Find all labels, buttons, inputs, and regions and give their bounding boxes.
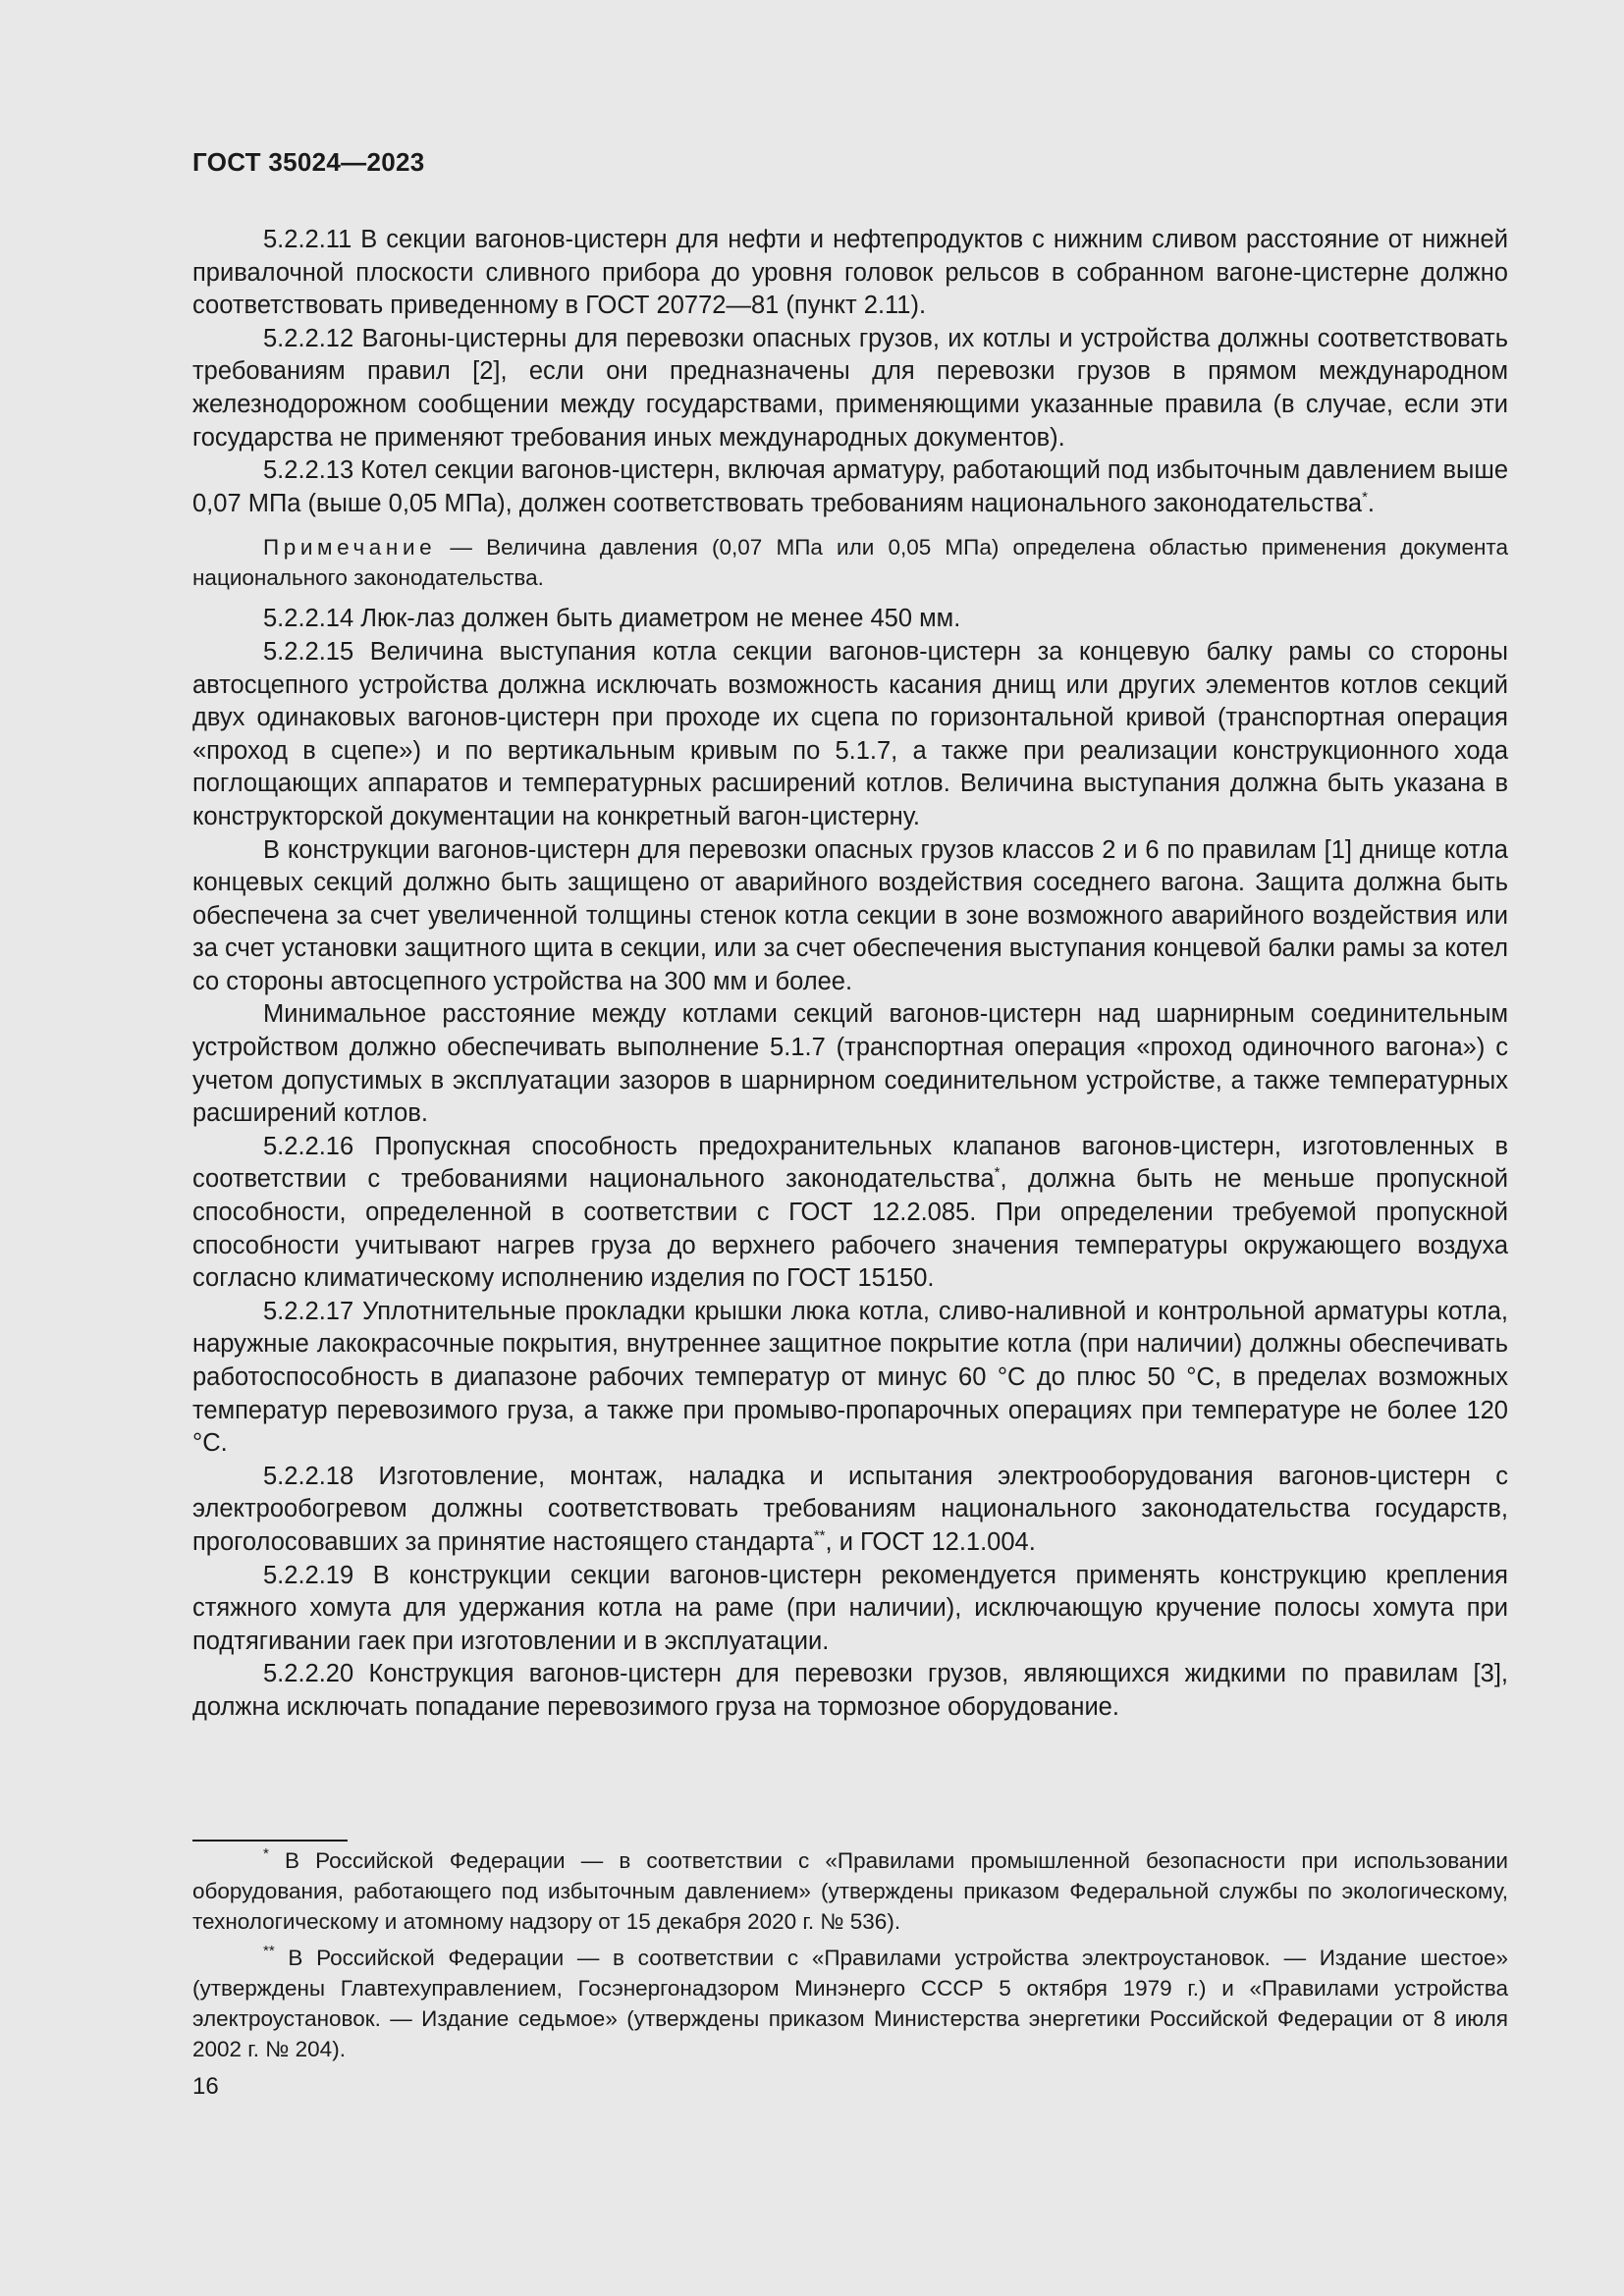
- paragraph-5-2-2-12: 5.2.2.12 Вагоны-цистерны для перевозки опасных грузов, их котлы и устройства должны соответствовать требованиям правил [2], если они предназначены для перевозки грузов в прямом международном железнодорожном сообщении между государствами, применяющими указанные правила (в случае, если эти государства не применяют требования иных международных документов).: [192, 324, 1508, 452]
- paragraph-5-2-2-13: [192, 454, 1508, 520]
- footnotes: [192, 1845, 1508, 2070]
- document-header: ГОСТ 35024—2023: [192, 147, 425, 177]
- paragraph-5-2-2-16: [192, 1131, 1508, 1296]
- paragraph-5-2-2-15: 5.2.2.15 Величина выступания котла секции вагонов-цистерн за концевую балку рамы со стороны автосцепного устройства должна исключать возможность касания днищ или других элементов котлов секций двух одинаковых вагонов-цистерн при проходе их сцепа по горизонтальной кривой (транспортная операция «проход в сцепе») и по вертикальным кривым по 5.1.7, а также при реализации конструкционного хода поглощающих аппаратов и температурных расширений котлов. Величина выступания должна быть указана в конструкторской документации на конкретный вагон-цистерну.: [192, 637, 1508, 830]
- note-text: — Величина давления (0,07 МПа или 0,05 МПа) определена областью применения документа национального законодательства.: [192, 535, 1508, 591]
- note: [192, 532, 1508, 593]
- paragraph-protection: В конструкции вагонов-цистерн для перевозки опасных грузов классов 2 и 6 по правилам [1] днище котла концевых секций должно быть защищено от аварийного воздействия соседнего вагона. Защита должна быть обеспечена за счет увеличенной толщины стенок котла секции в зоне возможного аварийного воздействия или за счет установки защитного щита в секции, или за счет обеспечения выступания концевой балки рамы за котел со стороны автосцепного устройства на 300 мм и более.: [192, 835, 1508, 995]
- paragraph-5-2-2-13-text: 5.2.2.13 Котел секции вагонов-цистерн, включая арматуру, работающий под избыточным давлением выше 0,07 МПа (выше 0,05 МПа), должен соответствовать требованиям национального законодательства: [192, 456, 1508, 517]
- page-number: 16: [192, 2073, 219, 2100]
- footnote-divider: [192, 1840, 348, 1842]
- note-label: Примечание: [263, 535, 437, 561]
- main-text: [192, 224, 1508, 1725]
- paragraph-5-2-2-18-text-b: , и ГОСТ 12.1.004.: [825, 1527, 1036, 1556]
- footnote-ref-1[interactable]: *: [1362, 488, 1368, 506]
- paragraph-5-2-2-20: 5.2.2.20 Конструкция вагонов-цистерн для перевозки грузов, являющихся жидкими по правилам [3], должна исключать попадание перевозимого груза на тормозное оборудование.: [192, 1660, 1508, 1721]
- paragraph-5-2-2-14: 5.2.2.14 Люк-лаз должен быть диаметром не менее 450 мм.: [263, 605, 961, 633]
- footnote-2-text: В Российской Федерации — в соответствии с «Правилами устройства электроустановок. — Издание шестое» (утверждены Главтехуправлением, Госэнергонадзором Минэнерго СССР 5 октября 1979 г.) и «Правилами устройства электроустановок. — Издание седьмое» (утверждены приказом Министерства энергетики Российской Федерации от 8 июля 2002 г. № 204).: [192, 1946, 1508, 2061]
- footnote-ref-1b[interactable]: *: [994, 1164, 1001, 1182]
- paragraph-5-2-2-17: 5.2.2.17 Уплотнительные прокладки крышки люка котла, сливо-наливной и контрольной арматуры котла, наружные лакокрасочные покрытия, внутреннее защитное покрытие котла (при наличии) должны обеспечивать работоспособность в диапазоне рабочих температур от минус 60 °C до плюс 50 °C, в пределах возможных температур перевозимого груза, а также при промыво-пропарочных операциях при температуре не более 120 °C.: [192, 1297, 1508, 1458]
- paragraph-5-2-2-19: 5.2.2.19 В конструкции секции вагонов-цистерн рекомендуется применять конструкцию крепления стяжного хомута для удержания котла на раме (при наличии), исключающую кручение полосы хомута при подтягивании гаек при изготовлении и в эксплуатации.: [192, 1561, 1508, 1655]
- footnote-2-mark: **: [263, 1943, 275, 1959]
- footnote-ref-2[interactable]: **: [813, 1526, 826, 1544]
- paragraph-5-2-2-16-text-a: 5.2.2.16 Пропускная способность предохранительных клапанов вагонов-цистерн, изготовленных в соответствии с требованиями национального законодательства: [192, 1132, 1508, 1194]
- paragraph-5-2-2-16-text-b: , должна быть не меньше пропускной способности, определенной в соответствии с ГОСТ 12.2.085. При определении требуемой пропускной способности учитывают нагрев груза до верхнего рабочего значения температуры окружающего воздуха согласно климатическому исполнению изделия по ГОСТ 15150.: [192, 1165, 1508, 1293]
- paragraph-5-2-2-18: [192, 1461, 1508, 1560]
- paragraph-5-2-2-11: 5.2.2.11 В секции вагонов-цистерн для нефти и нефтепродуктов с нижним сливом расстояние от нижней привалочной плоскости сливного прибора до уровня головок рельсов в собранном вагоне-цистерне должно соответствовать приведенному в ГОСТ 20772—81 (пункт 2.11).: [192, 226, 1508, 320]
- footnote-1: [192, 1845, 1508, 1937]
- footnote-1-mark: *: [263, 1845, 269, 1862]
- footnote-1-text: В Российской Федерации — в соответствии с «Правилами промышленной безопасности при использовании оборудования, работающего под избыточным давлением» (утверждены приказом Федеральной службы по экологическому, технологическому и атомному надзору от 15 декабря 2020 г. № 536).: [192, 1848, 1508, 1934]
- paragraph-5-2-2-18-text-a: 5.2.2.18 Изготовление, монтаж, наладка и испытания электрооборудования вагонов-цистерн с электрообогревом должны соответствовать требованиям национального законодательства государств, проголосовавших за принятие настоящего стандарта: [192, 1462, 1508, 1556]
- footnote-2: [192, 1943, 1508, 2064]
- period: .: [1367, 489, 1376, 517]
- paragraph-min-distance: Минимальное расстояние между котлами секций вагонов-цистерн над шарнирным соединительным устройством должно обеспечивать выполнение 5.1.7 (транспортная операция «проход одиночного вагона») с учетом допустимых в эксплуатации зазоров в шарнирном соединительном устройстве, а также температурных расширений котлов.: [192, 1000, 1508, 1128]
